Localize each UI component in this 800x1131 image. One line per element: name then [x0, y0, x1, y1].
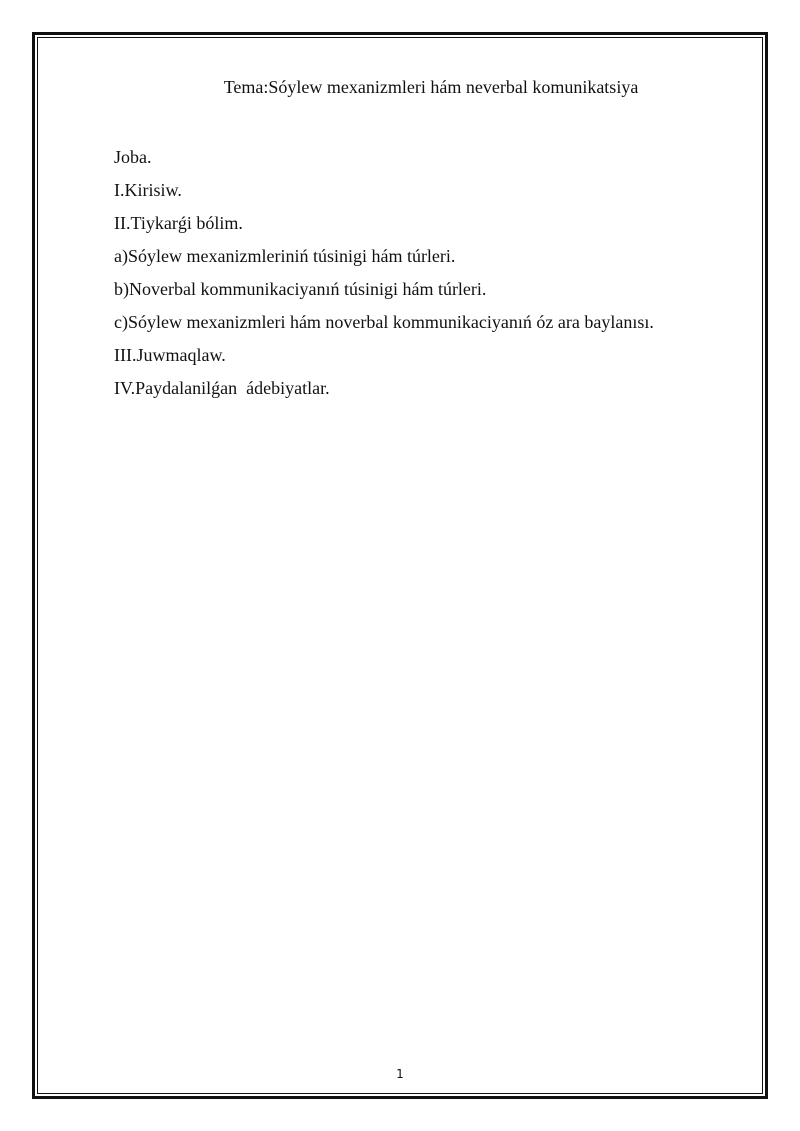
plan-item-subsection-a: a)Sóylew mexanizmleriniń túsinigi hám túrleri.	[114, 246, 456, 266]
document-title: Tema:Sóylew mexanizmleri hám neverbal komunikatsiya	[223, 77, 639, 97]
plan-item-references: IV.Paydalanilǵan ádebiyatlar.	[114, 378, 330, 398]
plan-item-introduction: I.Kirisiw.	[114, 180, 182, 200]
plan-heading: Joba.	[114, 147, 152, 167]
plan-section	[114, 141, 654, 405]
plan-item-subsection-c: c)Sóylew mexanizmleri hám noverbal kommunikaciyanıń óz ara baylanısı.	[114, 312, 654, 332]
plan-item-main-part: II.Tiykarǵi bólim.	[114, 213, 243, 233]
plan-item-conclusion: III.Juwmaqlaw.	[114, 345, 226, 365]
page-number: 1	[396, 1067, 404, 1081]
plan-item-subsection-b: b)Noverbal kommunikaciyanıń túsinigi hám túrleri.	[114, 279, 487, 299]
